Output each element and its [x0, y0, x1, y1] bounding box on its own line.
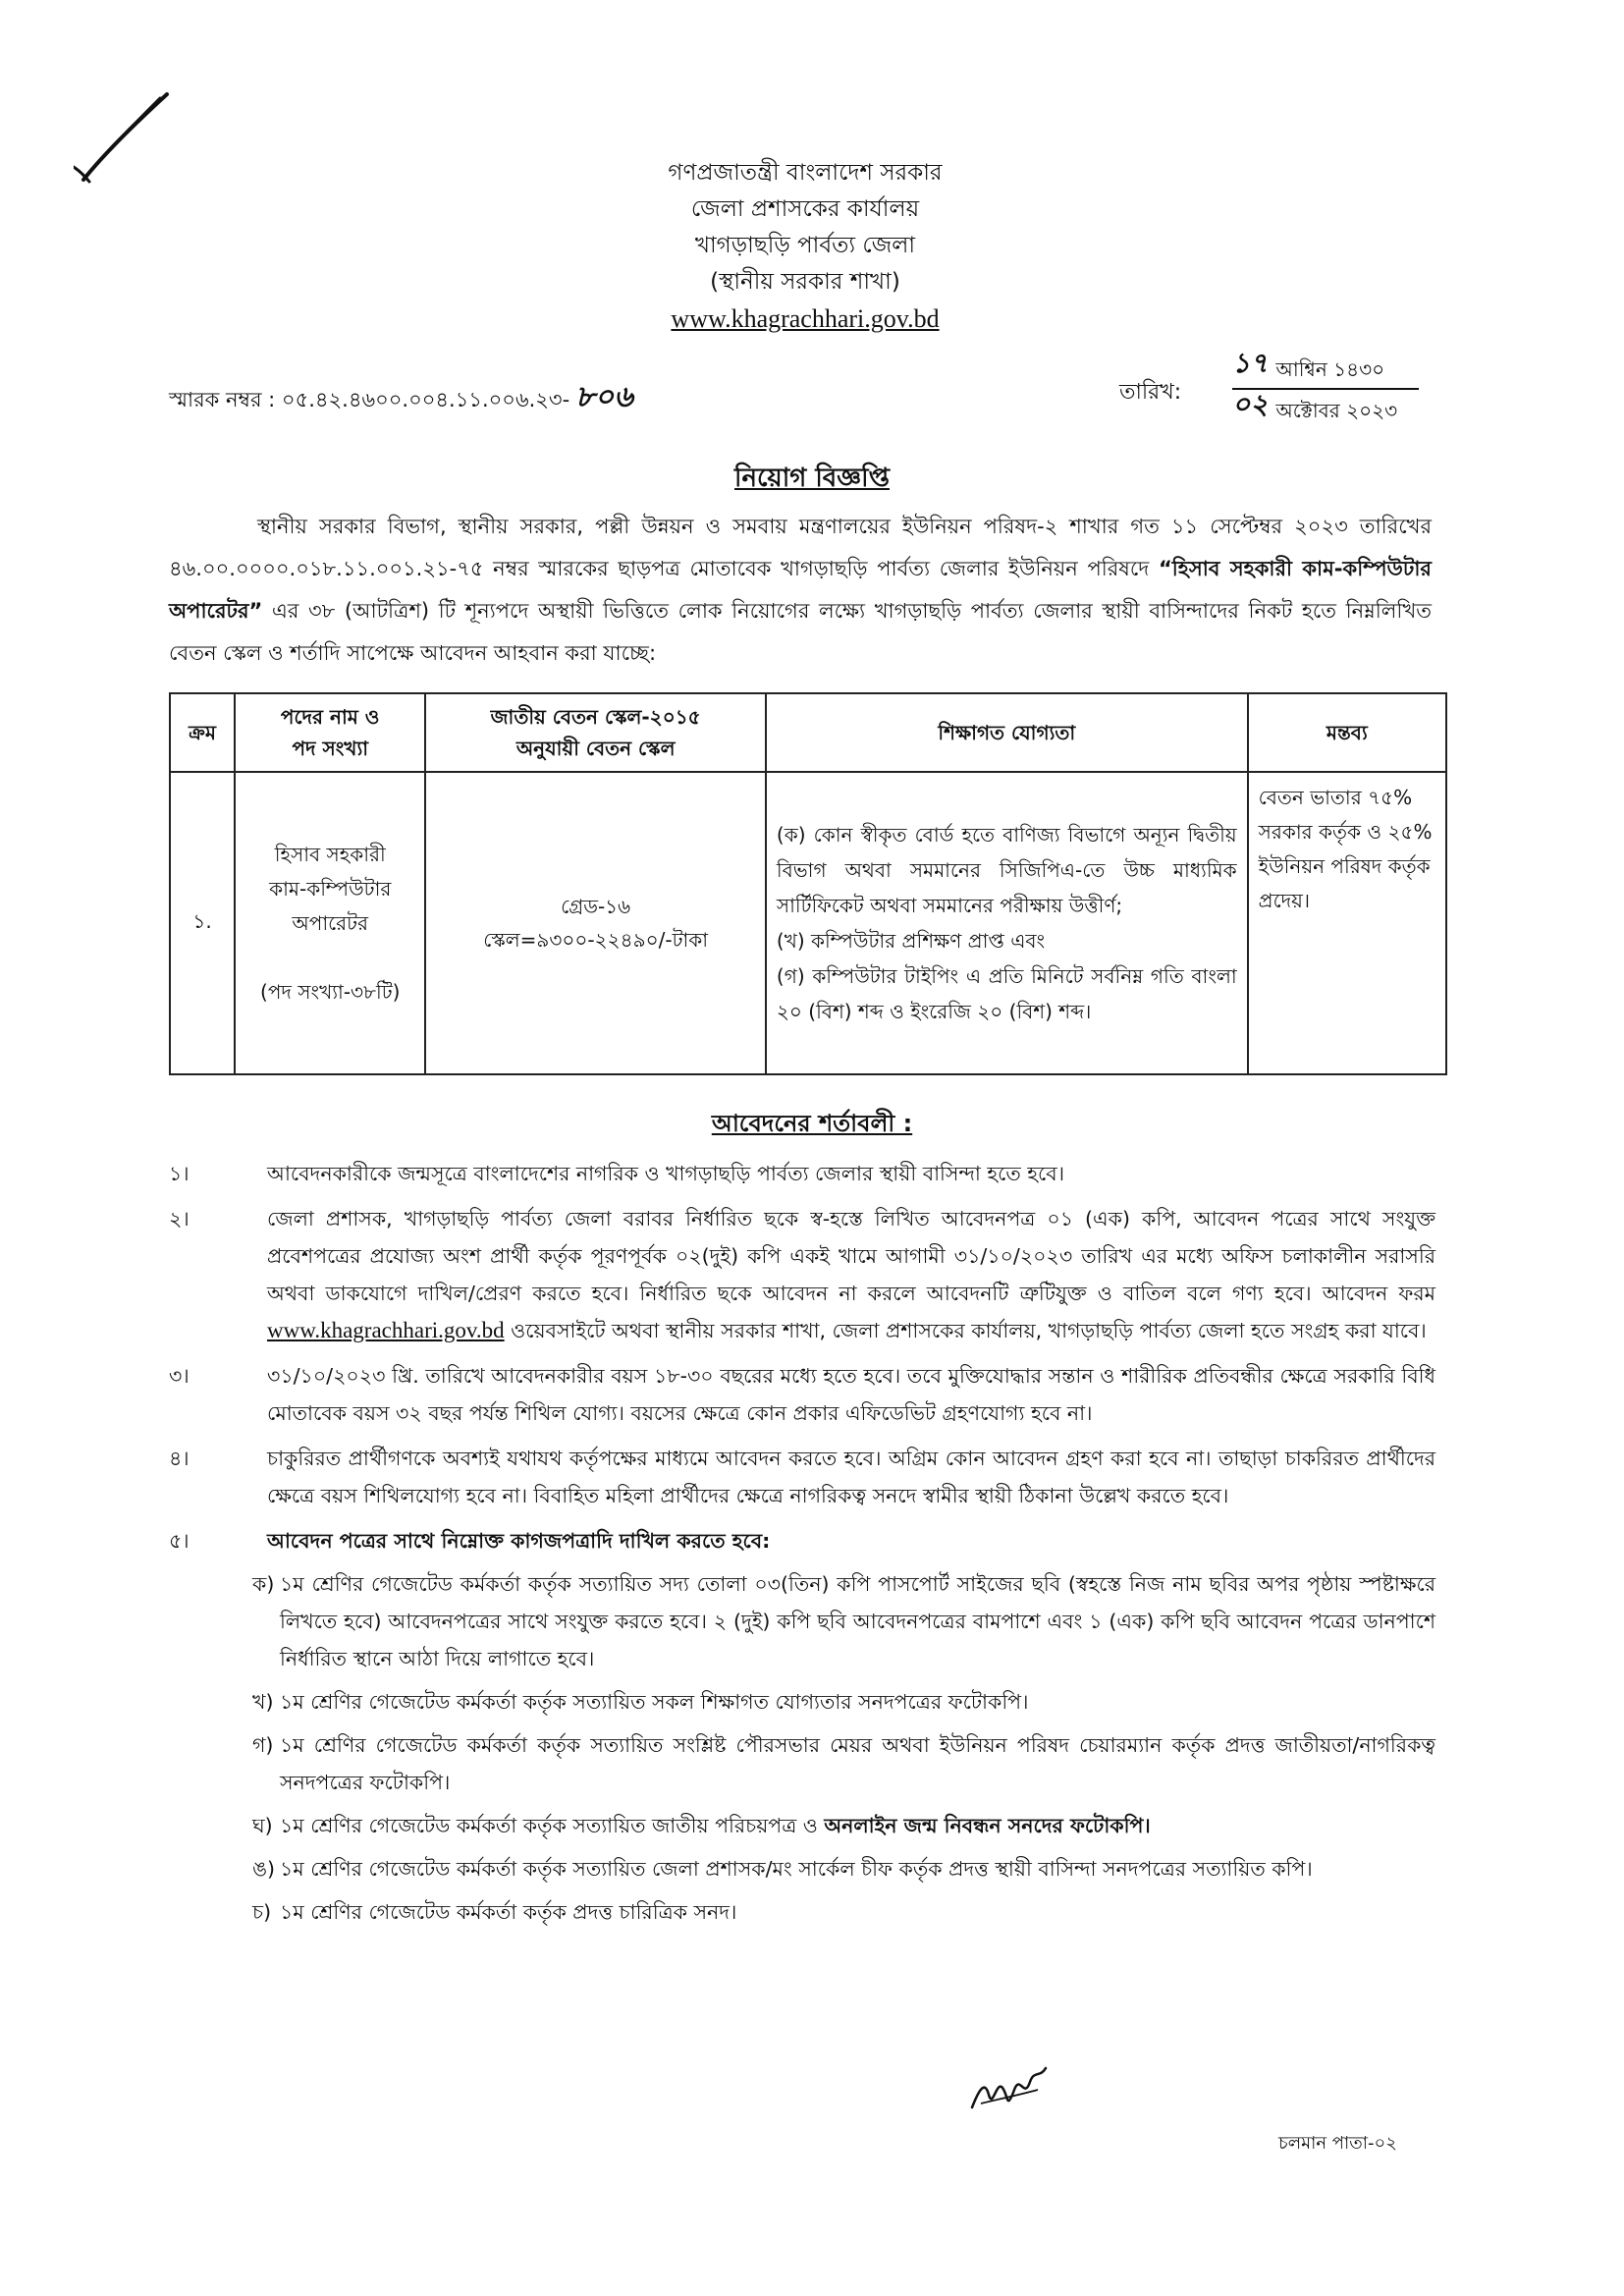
cell-post-line1: হিসাব সহকারী — [274, 842, 386, 866]
sub-item-tag: ঘ) — [252, 1814, 273, 1837]
sub-item-tag: চ) — [252, 1900, 272, 1924]
intro-text-2: এর ৩৮ (আটত্রিশ) টি শূন্যপদে অস্থায়ী ভিত্তিতে লোক নিয়োগের লক্ষ্যে খাগড়াছড়ি পার্বত্য জেলার স্থায়ী বাসিন্দাদের নিকট হতে নিম্নলিখিত বেতন স্কেল ও শর্তাদি সাপেক্ষে আবেদন আহবান করা যাচ্ছে: — [169, 599, 1432, 665]
intro-post-name: “হিসাব সহকারী কাম-কম্পিউটার অপারেটর” — [169, 557, 1432, 623]
sub-item — [252, 1565, 1435, 1677]
cell-post-line2: কাম-কম্পিউটার — [269, 876, 392, 901]
intro-paragraph — [169, 506, 1432, 675]
header-remarks: মন্তব্য — [1248, 693, 1446, 772]
sub-item-tag: গ) — [252, 1733, 274, 1757]
condition-item — [169, 1522, 1435, 1559]
condition-number: ২। — [169, 1207, 189, 1230]
cell-post — [235, 772, 425, 1074]
conditions-title — [0, 1106, 1624, 1145]
condition-text: আবেদনকারীকে জন্মসূত্রে বাংলাদেশের নাগরিক ও খাগড়াছড়ি পার্বত্য জেলার স্থায়ী বাসিন্দা হতে হবে। — [267, 1162, 1065, 1185]
cell-qualification — [766, 772, 1248, 1074]
cell-scale — [425, 772, 766, 1074]
sub-item-tag: খ) — [252, 1690, 274, 1714]
header-scale-line1: জাতীয় বেতন স্কেল-২০১৫ — [490, 705, 701, 729]
header-post-line1: পদের নাম ও — [280, 705, 380, 729]
sub-item — [252, 1807, 1435, 1844]
date-bangla — [1232, 349, 1438, 388]
condition-item — [169, 1155, 1435, 1192]
date-english — [1232, 390, 1438, 429]
memo-handwritten-number: ৮০৬ — [575, 380, 633, 414]
condition-text — [267, 1200, 1435, 1349]
header-serial: ক্রম — [170, 693, 235, 772]
header-post — [235, 693, 425, 772]
header-scale-line2: অনুযায়ী বেতন স্কেল — [515, 737, 676, 760]
cell-scale-amount: স্কেল=৯৩০০-২২৪৯০/-টাকা — [483, 928, 709, 952]
sub-item-text: ১ম শ্রেণির গেজেটেড কর্মকর্তা কর্তৃক সত্যায়িত সদ্য তোলা ০৩(তিন) কপি পাসপোর্ট সাইজের ছবি (স্বহস্তে নিজ নাম ছবির অপর পৃষ্ঠায় স্পষ্টাক্ষরে লিখতে হবে) আবেদনপত্রের সাথে সংযুক্ত করতে হবে। ২ (দুই) কপি ছবি আবেদনপত্রের বামপাশে এবং ১ (এক) কপি ছবি আবেদন পত্রের ডানপাশে নির্ধারিত স্থানে আঠা দিয়ে লাগাতে হবে। — [280, 1572, 1435, 1670]
date-block — [1232, 349, 1438, 429]
condition-number: ১। — [169, 1162, 189, 1185]
date-english-day: ০২ — [1232, 388, 1269, 420]
conditions-list — [169, 1155, 1435, 1937]
notice-title — [0, 458, 1624, 501]
cell-grade: গ্রেড-১৬ — [561, 895, 631, 918]
sub-item-tag: ঙ) — [252, 1857, 276, 1881]
cell-post-count: (পদ সংখ্যা-৩৮টি) — [260, 979, 401, 1004]
conditions-title-text: আবেদনের শর্তাবলী : — [711, 1110, 913, 1137]
sub-item-text-bold: অনলাইন জন্ম নিবন্ধন সনদের ফটোকপি। — [824, 1814, 1151, 1837]
handwritten-tick-mark — [74, 86, 182, 185]
memo-number — [169, 373, 633, 423]
post-table — [169, 692, 1447, 1075]
header-scale — [425, 693, 766, 772]
sub-item — [252, 1850, 1435, 1887]
cell-post-spacer — [237, 941, 423, 975]
qualification-b: (খ) কম্পিউটার প্রশিক্ষণ প্রাপ্ত এবং — [776, 929, 1046, 953]
date-label: তারিখ: — [1119, 380, 1182, 405]
sub-item-text: ১ম শ্রেণির গেজেটেড কর্মকর্তা কর্তৃক সত্যায়িত সকল শিক্ষাগত যোগ্যতার সনদপত্রের ফটোকপি। — [280, 1690, 1029, 1714]
letterhead-office: জেলা প্রশাসকের কার্যালয় — [690, 196, 920, 222]
table-header-row — [170, 693, 1446, 772]
sub-item — [252, 1726, 1435, 1801]
letterhead-website-link[interactable]: www.khagrachhari.gov.bd — [671, 304, 940, 333]
condition-text: আবেদন পত্রের সাথে নিম্নোক্ত কাগজপত্রাদি দাখিল করতে হবে: — [267, 1529, 771, 1553]
sub-item-text — [280, 1807, 1435, 1844]
table-row — [170, 772, 1446, 1074]
sub-item-text: ১ম শ্রেণির গেজেটেড কর্মকর্তা কর্তৃক সত্যায়িত জেলা প্রশাসক/মং সার্কেল চীফ কর্তৃক প্রদত্ত স্থায়ী বাসিন্দা সনদপত্রের সত্যায়িত কপি। — [280, 1857, 1313, 1881]
sub-item-tag: ক) — [252, 1572, 275, 1596]
signature — [967, 2060, 1056, 2119]
condition-item — [169, 1440, 1435, 1514]
document-sublist — [252, 1565, 1435, 1931]
condition-text-part1: জেলা প্রশাসক, খাগড়াছড়ি পার্বত্য জেলা বরাবর নির্ধারিত ছকে স্ব-হস্তে লিখিত আবেদনপত্র ০১ (এক) কপি, আবেদন পত্রের সাথে সংযুক্ত প্রবেশপত্রের প্রযোজ্য অংশ প্রার্থী কর্তৃক পূরণপূর্বক ০২(দুই) কপি একই খামে আগামী ৩১/১০/২০২৩ তারিখ এর মধ্যে অফিস চলাকালীন সরাসরি অথবা ডাকযোগে দাখিল/প্রেরণ করতে হবে। নির্ধারিত ছকে আবেদন না করলে আবেদনটি ত্রুটিযুক্ত ও বাতিল বলে গণ্য হবে। আবেদন ফরম — [267, 1207, 1435, 1305]
condition-number: ৫। — [169, 1529, 189, 1553]
condition-text: চাকুরিরত প্রার্থীগণকে অবশ্যই যথাযথ কর্তৃপক্ষের মাধ্যমে আবেদন করতে হবে। অগ্রিম কোন আবেদন গ্রহণ করা হবে না। তাছাড়া চাকরিরত প্রার্থীদের ক্ষেত্রে বয়স শিথিলযোগ্য হবে না। বিবাহিত মহিলা প্রার্থীদের ক্ষেত্রে নাগরিকত্ব সনদে স্বামীর স্থায়ী ঠিকানা উল্লেখ করতে হবে। — [267, 1447, 1435, 1507]
letterhead — [461, 155, 1149, 337]
condition-website-link[interactable]: www.khagrachhari.gov.bd — [267, 1318, 505, 1342]
letterhead-government: গণপ্রজাতন্ত্রী বাংলাদেশ সরকার — [668, 160, 943, 186]
sub-item-text: ১ম শ্রেণির গেজেটেড কর্মকর্তা কর্তৃক সত্যায়িত সংশ্লিষ্ট পৌরসভার মেয়র অথবা ইউনিয়ন পরিষদ চেয়ারম্যান কর্তৃক প্রদত্ত জাতীয়তা/নাগরিকত্ব সনদপত্রের ফটোকপি। — [280, 1733, 1435, 1794]
condition-text: ৩১/১০/২০২৩ খ্রি. তারিখে আবেদনকারীর বয়স ১৮-৩০ বছরের মধ্যে হতে হবে। তবে মুক্তিযোদ্ধার সন্তান ও শারীরিক প্রতিবন্ধীর ক্ষেত্রে সরকারি বিধি মোতাবেক বয়স ৩২ বছর পর্যন্ত শিথিল যোগ্য। বয়সের ক্ষেত্রে কোন প্রকার এফিডেভিট গ্রহণযোগ্য হবে না। — [267, 1364, 1435, 1425]
cell-post-line3: অপারেটর — [292, 910, 369, 935]
sub-item-text: ১ম শ্রেণির গেজেটেড কর্মকর্তা কর্তৃক প্রদত্ত চারিত্রিক সনদ। — [280, 1900, 737, 1924]
date-bangla-month-year: আশ্বিন ১৪৩০ — [1275, 357, 1385, 381]
notice-title-text: নিয়োগ বিজ্ঞপ্তি — [734, 464, 890, 493]
date-english-month-year: অক্টোবর ২০২৩ — [1275, 399, 1398, 422]
condition-number: ৪। — [169, 1447, 189, 1470]
qualification-c: (গ) কম্পিউটার টাইপিং এ প্রতি মিনিটে সর্বনিম্ন গতি বাংলা ২০ (বিশ) শব্দ ও ইংরেজি ২০ (বিশ) শব্দ। — [776, 964, 1237, 1023]
header-qualification: শিক্ষাগত যোগ্যতা — [766, 693, 1248, 772]
condition-text-part2: ওয়েবসাইটে অথবা স্থানীয় সরকার শাখা, জেলা প্রশাসকের কার্যালয়, খাগড়াছড়ি পার্বত্য জেলা হতে সংগ্রহ করা যাবে। — [504, 1319, 1427, 1342]
sub-item-text-part1: ১ম শ্রেণির গেজেটেড কর্মকর্তা কর্তৃক সত্যায়িত জাতীয় পরিচয়পত্র ও — [280, 1814, 825, 1837]
letterhead-section: (স্থানীয় সরকার শাখা) — [710, 269, 900, 295]
qualification-a: (ক) কোন স্বীকৃত বোর্ড হতে বাণিজ্য বিভাগে অন্যূন দ্বিতীয় বিভাগ অথবা সমমানের সিজিপিএ-তে উচ্চ মাধ্যমিক সার্টিফিকেট অথবা সমমানের পরীক্ষায় উত্তীর্ণ; — [776, 823, 1237, 917]
header-post-line2: পদ সংখ্যা — [292, 737, 369, 760]
date-bangla-day: ১৭ — [1232, 347, 1269, 379]
intro-text-1: স্থানীয় সরকার বিভাগ, স্থানীয় সরকার, পল্লী উন্নয়ন ও সমবায় মন্ত্রণালয়ের ইউনিয়ন পরিষদ-২ শাখার গত ১১ সেপ্টেম্বর ২০২৩ তারিখের ৪৬.০০.০০০০.০১৮.১১.০০১.২১-৭৫ নম্বর স্মারকের ছাড়পত্র মোতাবেক খাগড়াছড়ি পার্বত্য জেলার ইউনিয়ন পরিষদে — [169, 515, 1432, 580]
cell-remarks: বেতন ভাতার ৭৫% সরকার কর্তৃক ও ২৫% ইউনিয়ন পরিষদ কর্তৃক প্রদেয়। — [1248, 772, 1446, 1074]
condition-item — [169, 1357, 1435, 1432]
cell-serial: ১. — [170, 772, 235, 1074]
condition-item — [169, 1200, 1435, 1349]
condition-number: ৩। — [169, 1364, 189, 1388]
sub-item — [252, 1893, 1435, 1931]
memo-label: স্মারক নম্বর : ০৫.৪২.৪৬০০.০০৪.১১.০০৬.২৩- — [169, 388, 570, 411]
sub-item — [252, 1683, 1435, 1721]
continued-page-note: চলমান পাতা-০২ — [1278, 2133, 1397, 2154]
letterhead-district: খাগড়াছড়ি পার্বত্য জেলা — [694, 233, 916, 258]
